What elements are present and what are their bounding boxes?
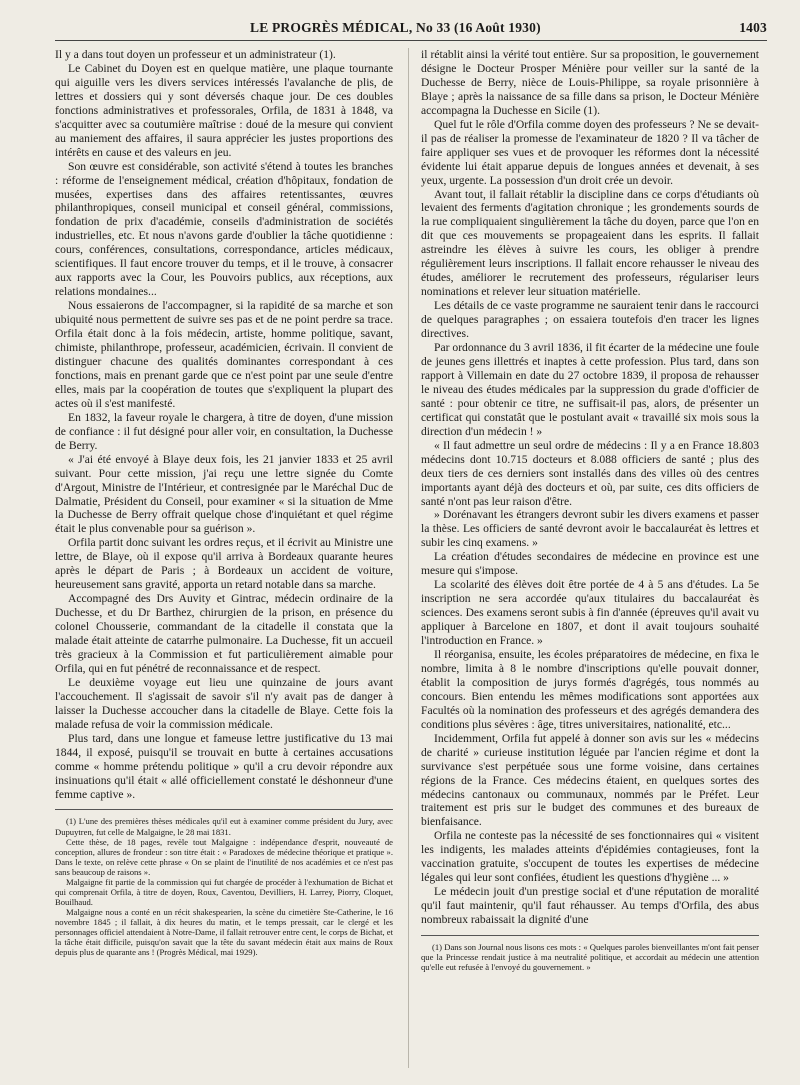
footnote-separator: [55, 809, 393, 810]
running-header: [55, 18, 767, 38]
paragraph: Le Cabinet du Doyen est en quelque matière, une plaque tournante qui aiguille vers les divers services intéressés l'avalanche de plis, de lettres et dossiers qui y sont déversés chaque jour. De ces doubles fonctions administratives et professorales, Orfila, de 1831 à 1848, va s'acquitter avec sa coutumière maîtrise : doué de la mesure qui convient au maniement des affaires, il saura apprécier les justes proportions des intérêts en cause et des valeurs en jeu.: [55, 61, 393, 159]
paragraph: « J'ai été envoyé à Blaye deux fois, les 21 janvier 1833 et 25 avril suivant. Pour cette mission, j'ai reçu une lettre signée du Comte d'Argout, Ministre de l'Intérieur, et contresignée par le Maréchal Duc de Dalmatie, Président du Conseil, pour examiner « si la situation de Mme la Duchesse de Berry offrait quelque chose d'inquiétant et quel régime était le plus convenable pour sa guérison ».: [55, 452, 393, 536]
paragraph: Accompagné des Drs Auvity et Gintrac, médecin ordinaire de la Duchesse, et du Dr Barthez, chirurgien de la prison, en présence du colonel Chousserie, commandant de la citadelle il constata que la malade était atteinte de catarrhe pulmonaire. La Duchesse, fit un accueil très gracieux à la Commission et fut particulièrement aimable pour Orfila, qui en fut pénétré de reconnaissance et de respect.: [55, 592, 393, 675]
paragraph: » Dorénavant les étrangers devront subir les divers examens et passer la thèse. Les officiers de santé devront avoir le baccalauréat ès lettres et subir les cinq examens. »: [421, 508, 759, 550]
footnotes: [55, 816, 393, 957]
paragraph: Orfila partit donc suivant les ordres reçus, et il écrivit au Ministre une lettre, de Blaye, où il expose qu'il arriva à Bordeaux quarante heures après le départ de Paris ; à Bordeaux un accident de voiture, heureusement sans gravité, apporta un retard notable dans sa marche.: [55, 536, 393, 592]
paragraph: Le médecin jouit d'un prestige social et d'une réputation de moralité qu'il faut maintenir, qu'il faut réhausser. Au temps d'Orfila, des abus nombreux rabaissait la dignité d'une: [421, 885, 759, 927]
right-column: [421, 48, 759, 972]
paragraph: Nous essaierons de l'accompagner, si la rapidité de sa marche et son ubiquité nous permettent de suivre ses pas et de ne point perdre sa trace. Orfila était donc à la fois médecin, artiste, homme politique, savant, chimiste, philanthrope, professeur, académicien, écrivain. Il convient de distinguer chacune des qualités dominantes correspondant à ces fonctions, mais en prenant garde que ce n'est point par une seule d'entre elles, mais par la coopération de toutes que s'expliquent la plupart des actes où il s'est manifesté.: [55, 299, 393, 410]
footnote-separator: [421, 935, 759, 936]
paragraph: Plus tard, dans une longue et fameuse lettre justificative du 13 mai 1844, il exposé, puisqu'il se trouvait en butte à certaines accusations comme « homme prétendu politique » qu'il a cru devoir répondre aux insinuations qu'il était « allé officiellement constaté le déshonneur d'une femme captive ».: [55, 731, 393, 801]
footnotes: [421, 942, 759, 972]
paragraph: Le deuxième voyage eut lieu une quinzaine de jours avant l'accouchement. Il s'agissait de savoir s'il n'y avait pas de danger à laisser la Duchesse accoucher dans la citadelle de Blaye. Cette fois la malade refusa de voir la commission médicale.: [55, 675, 393, 731]
paragraph: Incidemment, Orfila fut appelé à donner son avis sur les « médecins de charité » curieuse institution léguée par l'ancien régime et dont la survivance s'est perpétuée sous une forme voisine, dans certaines régions de la France. Ces médecins étaient, en quelques sortes des médecins cantonaux ou communaux, nommés par le Préfet. Leur traitement est pris sur le budget des communes et des bureaux de bienfaisance.: [421, 731, 759, 829]
paragraph: il rétablit ainsi la vérité tout entière. Sur sa proposition, le gouvernement désigne le Docteur Prosper Ménière pour veiller sur la santé de la Duchesse de Berry, nièce de Louis-Philippe, sa royale prisonnière à Blaye ; après la naissance de sa fille dans sa prison, le Docteur Ménière accompagna la Duchesse en Sicile (1).: [421, 48, 759, 117]
paragraph: La création d'études secondaires de médecine en province est une mesure qui s'impose.: [421, 550, 759, 578]
footnote: Malgaigne nous a conté en un récit shakespearien, la scène du cimetière Ste-Catherine, le 16 novembre 1845 ; il fallait, à dix heures du matin, et le temps pressait, car le clergé et les personnages officiel attendaient à Notre-Dame, il fallait retrouver entre cent, le corps de Bichat, et la tâche était difficile, puisqu'on savait que la tête du savant médecin était aux mains de Roux depuis plus de quarante ans ! (Progrès Médical, mai 1929).: [55, 906, 393, 958]
paragraph: En 1832, la faveur royale le chargera, à titre de doyen, d'une mission de confiance : il fut désigné pour aller voir, en consultation, la Duchesse de Berry.: [55, 410, 393, 452]
paragraph: Son œuvre est considérable, son activité s'étend à toutes les branches : réforme de l'enseignement médical, création d'hôpitaux, fondation de musées, expertises dans des affaires retentissantes, œuvres philanthropiques, conseil municipal et conseil général, commissions, fondation de prix d'académie, conseils d'administration de sociétés industrielles, etc. Et nous n'avons garde d'oublier la tâche quotidienne : cours, conférences, consultations, correspondance, articles médicaux, scientifiques. Il faut encore trouver du temps, et il le trouve, à consacrer aux rapports avec la Cour, les Pouvoirs publics, aux réceptions, aux relations mondaines...: [55, 159, 393, 299]
footnote: (1) Dans son Journal nous lisons ces mots : « Quelques paroles bienveillantes m'ont fait penser que la Princesse rendait justice à ma neutralité politique, et accordait au médecin une attention qu'elle eut refusée à l'envoyé du gouvernement. »: [421, 942, 759, 973]
left-column: [55, 48, 393, 957]
header-rule: [55, 40, 767, 41]
footnote: Malgaigne fit partie de la commission qui fut chargée de procéder à l'exhumation de Bichat et qui comprenait Orfila, à titre de doyen, Roux, Caventou, Devilliers, H. Larrey, Piorry, Cloquet, Bouilhaud.: [55, 876, 393, 907]
paragraph: « Il faut admettre un seul ordre de médecins : Il y a en France 18.803 médecins dont 10.715 docteurs et 8.088 officiers de santé ; plus des deux tiers de ces derniers sont installés dans des villes où des centres importants ayant déjà des docteurs et où, par suite, ces dits officiers de santé n'ont pas leur raison d'être.: [421, 438, 759, 508]
journal-title: LE PROGRÈS MÉDICAL, No 33 (16 Août 1930): [250, 20, 541, 35]
paragraph: Orfila ne conteste pas la nécessité de ses fonctionnaires qui « visitent les indigents, les malades atteints d'épidémies contagieuses, font la vaccination gratuite, s'occupent de toutes les expertises de médecine légales qui leur sont confiées, étudient les questions d'hygiène ... »: [421, 829, 759, 885]
paragraph: La scolarité des élèves doit être portée de 4 à 5 ans d'études. La 5e inscription ne sera accordée qu'aux titulaires du baccalauréat ès sciences. Des examens seront subis à fin d'année (épreuves qu'il avait vu appliquer à Barcelone en 1807, et dont il avait toujours souhaité l'introduction en France. »: [421, 578, 759, 648]
page-number: 1403: [739, 20, 767, 35]
paragraph: Les détails de ce vaste programme ne sauraient tenir dans le raccourci de quelques paragraphes ; on essaiera toutefois d'en tracer les lignes directives.: [421, 299, 759, 341]
footnote: Cette thèse, de 18 pages, revèle tout Malgaigne : indépendance d'esprit, nouveauté de conception, allures de frondeur : son titre était : « Paradoxes de médecine théorique et pratique ». Dans le texte, on relève cette phrase « On se plaint de l'inutilité de nos académies et ce n'est pas sans beaucoup de raisons ».: [55, 836, 393, 877]
paragraph: Il y a dans tout doyen un professeur et un administrateur (1).: [55, 48, 336, 61]
column-divider: [408, 48, 409, 1068]
footnote: (1) L'une des premières thèses médicales qu'il eut à examiner comme président du Jury, avec Dupuytren, fut celle de Malgaigne, le 28 mai 1831.: [55, 816, 393, 837]
paragraph: Par ordonnance du 3 avril 1836, il fit écarter de la médecine une foule de jeunes gens illettrés et inaptes à cette profession. Plus tard, dans son rapport à Villemain en date du 27 octobre 1839, il proposa de rehausser le niveau des études médicales par la suppression du grade d'officier de santé : pour obtenir ce titre, ne suffisait-il pas, alors, de présenter un certificat qui constatât que le postulant avait « travaillé six mois sous la direction d'un médecin ! »: [421, 341, 759, 438]
paragraph: Il réorganisa, ensuite, les écoles préparatoires de médecine, en fixa le nombre, limita à 8 le nombre d'inscriptions qu'elle pouvait donner, établit la composition de jurys formés d'agrégés, tous nommés au concours. Bien entendu les mêmes modifications sont apportées aux Facultés où la nomination des professeurs et des agrégés demandera des conditions plus sévères : âge, titres universitaires, nationalité, etc...: [421, 647, 759, 731]
paragraph: Avant tout, il fallait rétablir la discipline dans ce corps d'étudiants où levaient des ferments d'agitation chronique ; les grondements sourds de la rue compliquaient singulièrement la tâche du doyen, parce que l'on en dit que ces mouvements se propageaient dans les esprits. Il fallait astreindre les élèves à suivre les cours, les obliger à prendre régulièrement leurs inscriptions. Il fallait encore rehausser le niveau des études, améliorer le recrutement des professeurs, régulariser leurs nominations et relever leur situation matérielle.: [421, 187, 759, 299]
paragraph: Quel fut le rôle d'Orfila comme doyen des professeurs ? Ne se devait-il pas de réaliser la promesse de l'examinateur de 1820 ? Il va tâcher de faire appliquer ses vues et de provoquer les réformes dont la nécessité évidente lui était apparue depuis de longues années et devenait, à ses yeux, urgente. La possession d'un droit crée un devoir.: [421, 117, 759, 187]
